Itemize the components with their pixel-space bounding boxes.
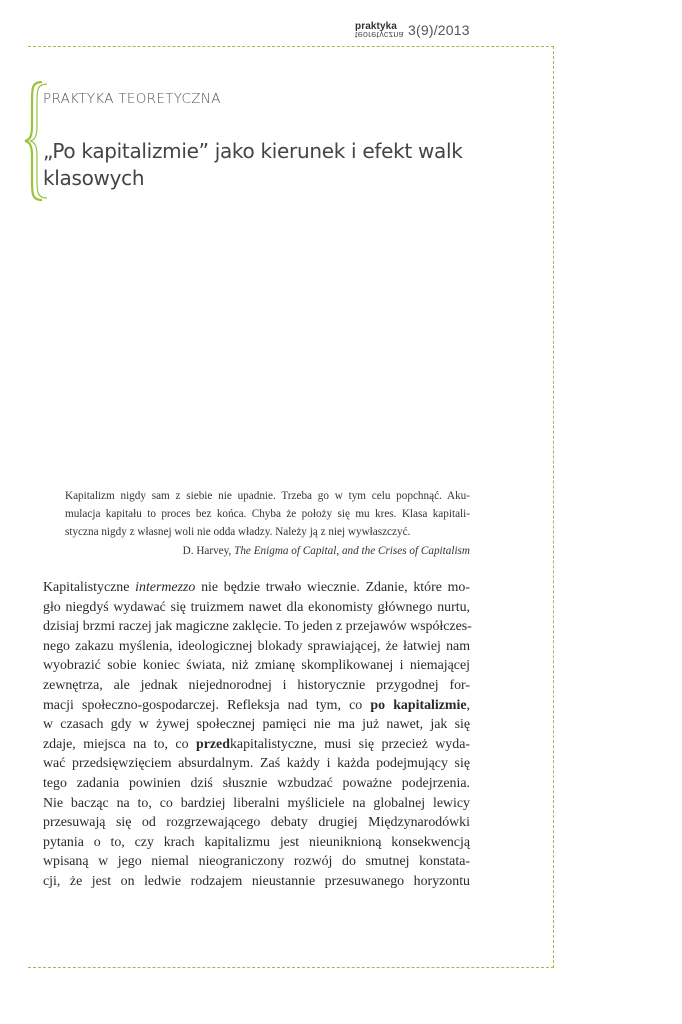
attribution-author: D. Harvey, [182, 544, 235, 557]
body-line [43, 735, 470, 755]
body-line: wpisaną w jego niemal nieograniczony rozwój do smutnej konstata- [43, 854, 470, 870]
body-text: , [466, 697, 470, 713]
body-line: w czasach gdy w żywej społecznej pamięci nie ma już nawet, jak się [43, 717, 470, 733]
epigraph [65, 487, 470, 560]
journal-logo [355, 21, 407, 41]
body-line: zewnętrza, ale jednak niejednorodnej i historycznie przygodnej for- [43, 677, 470, 693]
bold-term: przed [196, 736, 230, 752]
body-text: Kapitalistyczne [43, 580, 136, 595]
epigraph-attribution [65, 542, 470, 560]
body-line: przesuwają się od rozgrzewającego debaty drugiej Międzynarodówki [43, 815, 470, 831]
article-body [43, 578, 470, 892]
body-text: zdaje, miejsca na to, co [43, 736, 196, 752]
epigraph-line: mulacja kapitału to proces bez końca. Chyba że położy się mu kres. Klasa kapitali- [65, 508, 470, 521]
body-line: Nie bacząc na to, co bardziej liberalni myśliciele na globalnej lewicy [43, 795, 470, 811]
body-text: macji społeczno-gospodarczej. Refleksja nad tym, co [43, 697, 371, 713]
body-text: kapitalistyczne, musi się przecież wyda- [229, 736, 470, 752]
body-line: wać przedsięwzięciem absurdalnym. Zaś każdy i każda podejmujący się [43, 756, 470, 772]
issue-number: 3(9)/2013 [408, 22, 470, 38]
emphasis: intermezzo [135, 580, 196, 595]
body-line: dzisiaj brzmi raczej jak magiczne zaklęcie. To jeden z przejawów współczes- [43, 619, 472, 635]
bold-term: po kapitalizmie [370, 697, 467, 713]
body-line [43, 696, 470, 716]
body-line: cji, że jest on ledwie rodzajem nieustannie przesuwanego horyzontu [43, 873, 470, 889]
logo-bottom-text: teoretyczna [355, 30, 404, 40]
section-label: PRAKTYKA TEORETYCZNA [43, 91, 221, 107]
body-text: nie będzie trwało wiecznie. Zdanie, które mo- [195, 580, 470, 595]
epigraph-line: styczna nigdy z własnej woli nie odda władzy. Należy ją z niej wywłaszczyć. [65, 526, 411, 539]
body-line: gło niegdyś wydawać się truizmem nawet dla ekonomisty głównego nurtu, [43, 599, 470, 615]
body-line [43, 578, 470, 598]
body-line: tego zadania powinien dziś słusznie wzbudzać poważne podejrzenia. [43, 775, 470, 791]
article-title: „Po kapitalizmie” jako kierunek i efekt walk klasowych [43, 139, 463, 190]
epigraph-line: Kapitalizm nigdy sam z siebie nie upadnie. Trzeba go w tym celu popchnąć. Aku- [65, 490, 470, 502]
body-line: wyobrazić sobie koniec świata, niż zmianę skomplikowanej i niemającej [43, 658, 470, 674]
body-line: pytania o to, czy krach kapitalizmu jest nieuniknioną konsekwencją [43, 834, 470, 850]
logo-top-text: praktyka [355, 21, 397, 32]
body-line: nego zakazu myślenia, ideologicznej blokady sprawiającej, że łatwiej nam [43, 638, 470, 654]
attribution-work: The Enigma of Capital, and the Crises of Capitalism [234, 544, 470, 557]
